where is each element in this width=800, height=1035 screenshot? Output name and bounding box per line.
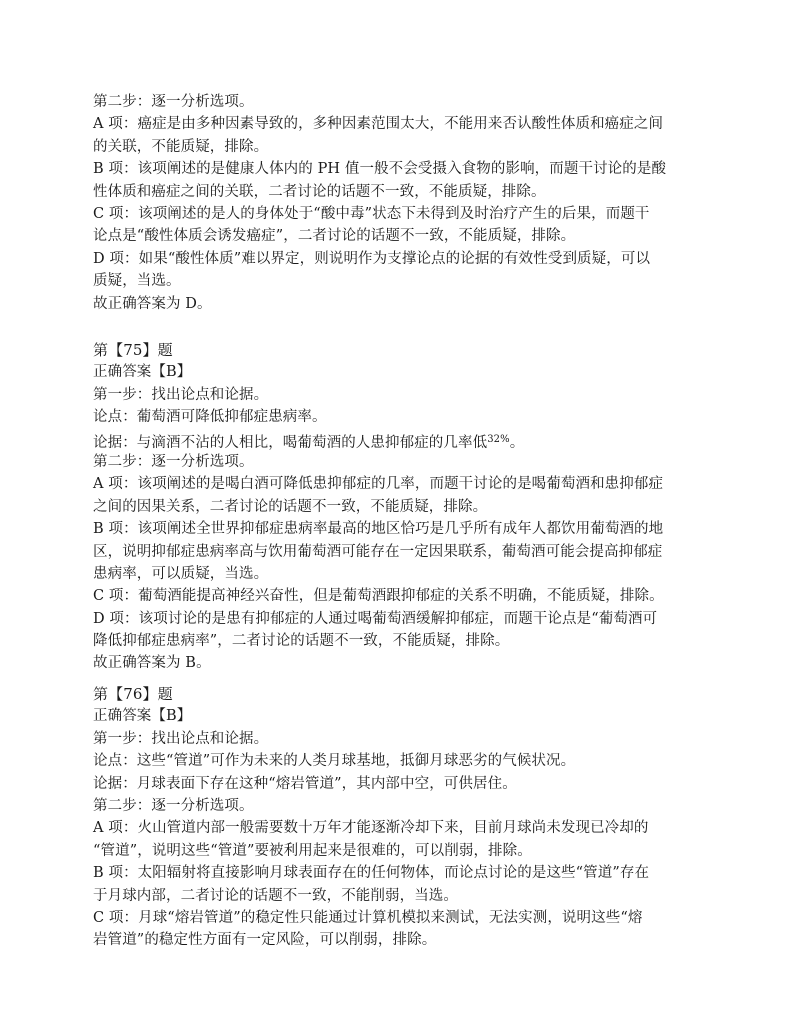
step-one-heading: 第一步：找出论点和论据。 (93, 730, 269, 747)
question-76 (93, 683, 713, 952)
question-75-answer: 正确答案【B】 (93, 364, 192, 381)
question-75 (93, 339, 713, 675)
question-75-title: 第【75】题 (93, 341, 173, 359)
option-b-line-1: B 项：太阳辐射将直接影响月球表面存在的任何物体，而论点讨论的是这些“管道”存在 (93, 865, 650, 882)
step-two-heading: 第二步：逐一分析选项。 (93, 453, 254, 470)
evidence-end: 。 (509, 434, 525, 451)
step-two-heading: 第二步：逐一分析选项。 (93, 797, 254, 814)
option-d-line-1: D 项：如果“酸性体质”难以界定，则说明作为支撑论点的论据的有效性受到质疑，可以 (93, 250, 651, 267)
correct-answer-conclusion: 故正确答案为 B。 (93, 655, 211, 672)
option-c-line-1: C 项：葡萄酒能提高神经兴奋性，但是葡萄酒跟抑郁症的关系不明确，不能质疑，排除。 (93, 588, 664, 605)
question-76-title: 第【76】题 (93, 685, 173, 703)
evidence-text: 论据：与滴酒不沾的人相比，喝葡萄酒的人患抑郁症的几率低 (93, 434, 488, 451)
option-a-line-1: A 项：火山管道内部一般需要数十万年才能逐渐冷却下来，目前月球尚未发现已冷却的 (93, 820, 649, 837)
option-c-line-1: C 项：该项阐述的是人的身体处于“酸中毒”状态下未得到及时治疗产生的后果，而题干 (93, 205, 650, 222)
option-d-line-2: 降低抑郁症患病率”，二者讨论的话题不一致，不能质疑，排除。 (93, 633, 510, 650)
option-a-line-1: A 项：该项阐述的是喝白酒可降低患抑郁症的几率，而题干讨论的是喝葡萄酒和患抑郁症 (93, 476, 664, 493)
option-b-line-1: B 项：该项阐述全世界抑郁症患病率最高的地区恰巧是几乎所有成年人都饮用葡萄酒的地 (93, 521, 664, 538)
step-one-heading: 第一步：找出论点和论据。 (93, 386, 269, 403)
option-c-line-2: 论点是“酸性体质会诱发癌症”，二者讨论的话题不一致，不能质疑，排除。 (93, 228, 576, 245)
option-b-line-2: 于月球内部，二者讨论的话题不一致，不能削弱，当选。 (93, 887, 458, 904)
evidence-line: 论据：月球表面下存在这种“熔岩管道”，其内部中空，可供居住。 (93, 775, 517, 792)
evidence-percent: 32% (487, 433, 510, 445)
evidence-line (93, 429, 713, 451)
option-a-line-2: 的关联，不能质疑，排除。 (93, 138, 269, 155)
option-a-line-1: A 项：癌症是由多种因素导致的，多种因素范围太大，不能用来否认酸性体质和癌症之间 (93, 116, 664, 133)
option-b-line-2: 性体质和癌症之间的关联，二者讨论的话题不一致，不能质疑，排除。 (93, 183, 546, 200)
option-a-line-2: 之间的因果关系，二者讨论的话题不一致，不能质疑，排除。 (93, 498, 488, 515)
option-a-line-2: “管道”，说明这些“管道”要被利用起来是很难的，可以削弱，排除。 (93, 842, 532, 859)
question-76-answer: 正确答案【B】 (93, 708, 192, 725)
question-74-analysis (93, 91, 713, 315)
argument-line: 论点：葡萄酒可降低抑郁症患病率。 (93, 409, 327, 426)
argument-line: 论点：这些“管道”可作为未来的人类月球基地，抵御月球恶劣的气候状况。 (93, 753, 576, 770)
option-b-line-2: 区，说明抑郁症患病率高与饮用葡萄酒可能存在一定因果联系，葡萄酒可能会提高抑郁症 (93, 543, 663, 560)
option-c-line-1: C 项：月球“熔岩管道”的稳定性只能通过计算机模拟来测试，无法实测，说明这些“熔 (93, 909, 643, 926)
option-d-line-1: D 项：该项讨论的是患有抑郁症的人通过喝葡萄酒缓解抑郁症，而题干论点是“葡萄酒可 (93, 610, 658, 627)
step-two-heading: 第二步：逐一分析选项。 (93, 94, 254, 110)
option-b-line-1: B 项：该项阐述的是健康人体内的 PH 值一般不会受摄入食物的影响，而题干讨论的是酸 (93, 161, 667, 178)
option-d-line-2: 质疑，当选。 (93, 273, 181, 290)
correct-answer-conclusion: 故正确答案为 D。 (93, 295, 212, 312)
option-c-line-2: 岩管道”的稳定性方面有一定风险，可以削弱，排除。 (93, 932, 437, 949)
option-b-line-3: 患病率，可以质疑，当选。 (93, 565, 269, 582)
